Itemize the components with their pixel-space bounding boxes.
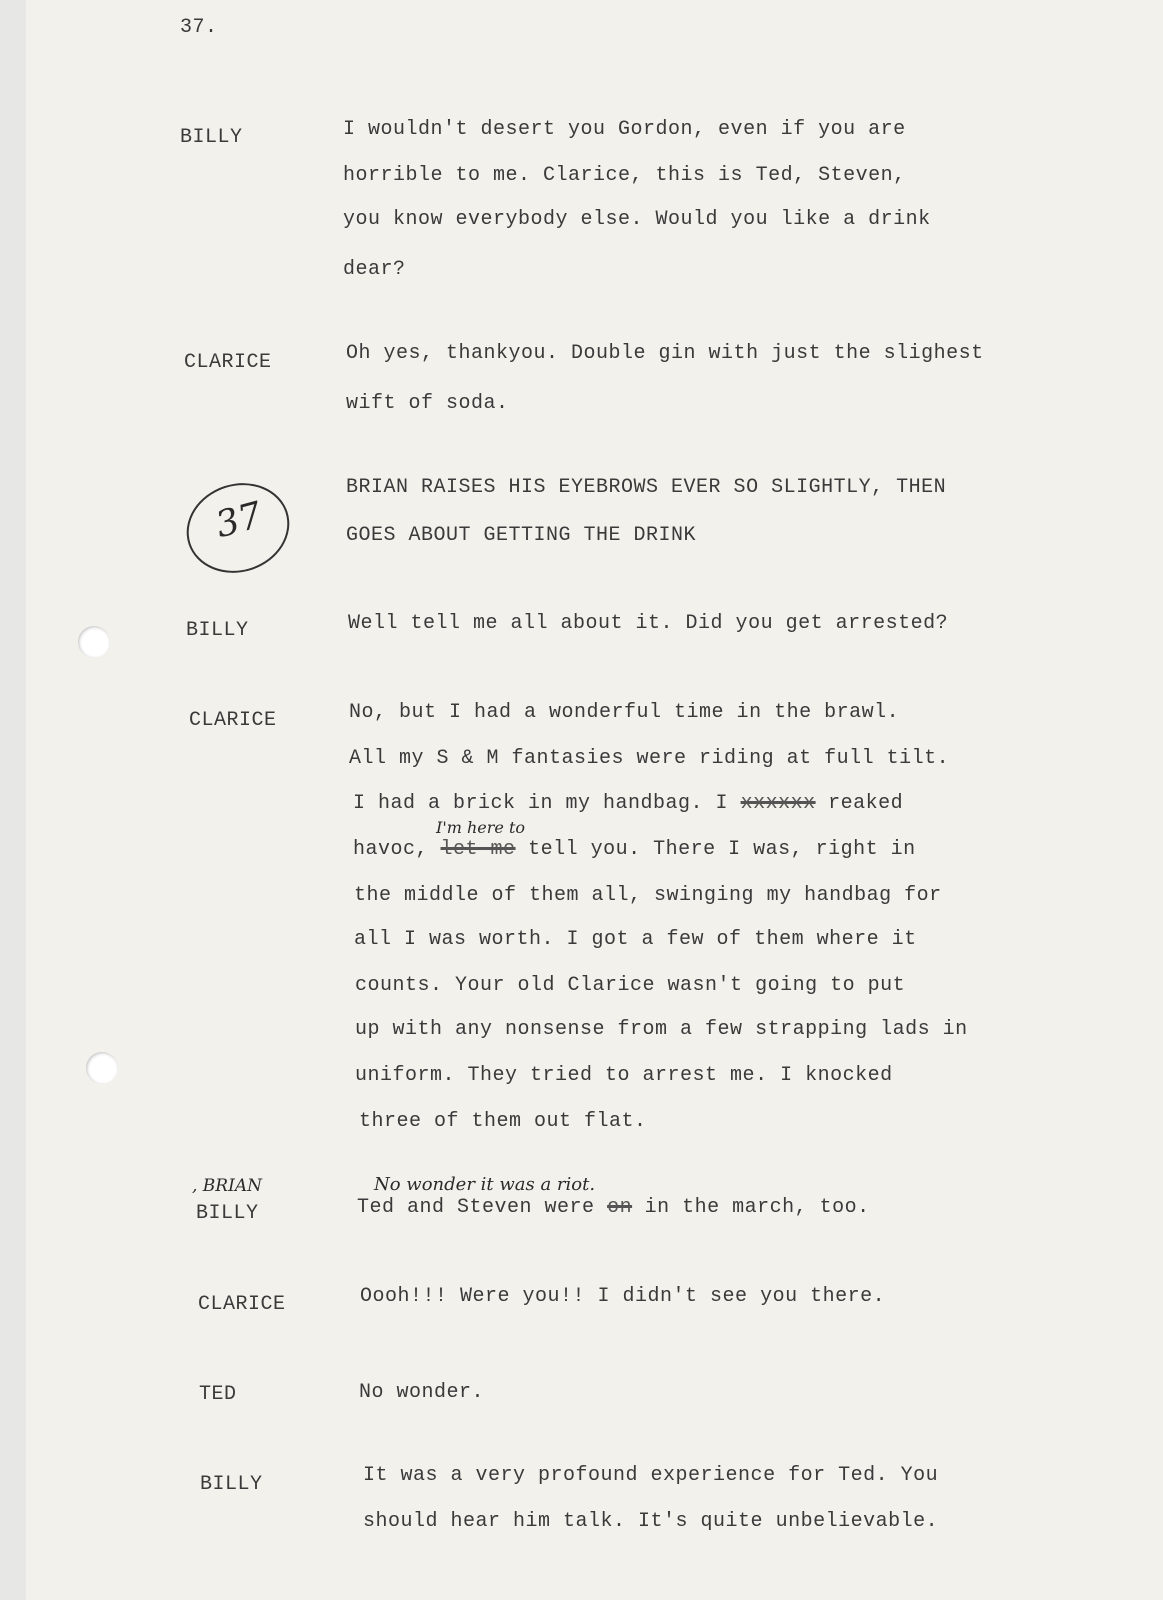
- dialogue-line: counts. Your old Clarice wasn't going to put: [355, 974, 906, 997]
- dialogue-line: All my S & M fantasies were riding at full tilt.: [349, 747, 950, 770]
- handwritten-line: No wonder it was a riot.: [374, 1174, 596, 1195]
- speaker-billy: BILLY: [196, 1202, 259, 1225]
- stage-direction-line: BRIAN RAISES HIS EYEBROWS EVER SO SLIGHTLY, THEN: [346, 476, 947, 499]
- dialogue-line: Oh yes, thankyou. Double gin with just the slighest: [346, 342, 984, 365]
- dialogue-line: should hear him talk. It's quite unbelievable.: [363, 1510, 939, 1533]
- dialogue-line: I wouldn't desert you Gordon, even if you are: [343, 118, 906, 141]
- dialogue-line: up with any nonsense from a few strapping lads in: [355, 1018, 968, 1041]
- speaker-ted: TED: [199, 1383, 237, 1406]
- dialogue-line: dear?: [343, 258, 406, 281]
- speaker-clarice: CLARICE: [189, 709, 277, 732]
- script-page: [26, 0, 1163, 1600]
- dialogue-line: uniform. They tried to arrest me. I knocked: [355, 1064, 893, 1087]
- dialogue-line: you know everybody else. Would you like a drink: [343, 208, 931, 231]
- dialogue-line: all I was worth. I got a few of them where it: [354, 928, 917, 951]
- page-number: 37.: [180, 16, 218, 39]
- dialogue-line: It was a very profound experience for Ted. You: [363, 1464, 939, 1487]
- dialogue-line: the middle of them all, swinging my handbag for: [354, 884, 942, 907]
- dialogue-line: I had a brick in my handbag. I xxxxxx reaked: [353, 792, 904, 815]
- struck-text: let me: [440, 838, 516, 861]
- margin-note: 37: [211, 494, 267, 547]
- handwritten-insert: I'm here to: [436, 818, 526, 837]
- struck-text: on: [607, 1196, 633, 1219]
- speaker-clarice: CLARICE: [184, 351, 272, 374]
- speaker-billy: BILLY: [200, 1473, 263, 1496]
- page-edge: [0, 0, 26, 1600]
- dialogue-line: Ted and Steven were on in the march, too.: [357, 1196, 870, 1219]
- dialogue-line: Oooh!!! Were you!! I didn't see you there.: [360, 1285, 886, 1308]
- dialogue-line: horrible to me. Clarice, this is Ted, Steven,: [343, 164, 906, 187]
- dialogue-line: havoc, let me tell you. There I was, right in: [353, 838, 916, 861]
- punch-hole: [86, 1052, 118, 1084]
- struck-text: xxxxxx: [740, 792, 816, 815]
- dialogue-line: Well tell me all about it. Did you get arrested?: [348, 612, 949, 635]
- speaker-billy: BILLY: [180, 126, 243, 149]
- dialogue-line: No, but I had a wonderful time in the brawl.: [349, 701, 900, 724]
- dialogue-line: No wonder.: [359, 1381, 485, 1404]
- speaker-billy: BILLY: [186, 619, 249, 642]
- stage-direction-line: GOES ABOUT GETTING THE DRINK: [346, 524, 697, 547]
- handwritten-speaker: , BRIAN: [192, 1176, 262, 1196]
- punch-hole: [78, 626, 110, 658]
- speaker-clarice: CLARICE: [198, 1293, 286, 1316]
- dialogue-line: wift of soda.: [346, 392, 509, 415]
- dialogue-line: three of them out flat.: [359, 1110, 647, 1133]
